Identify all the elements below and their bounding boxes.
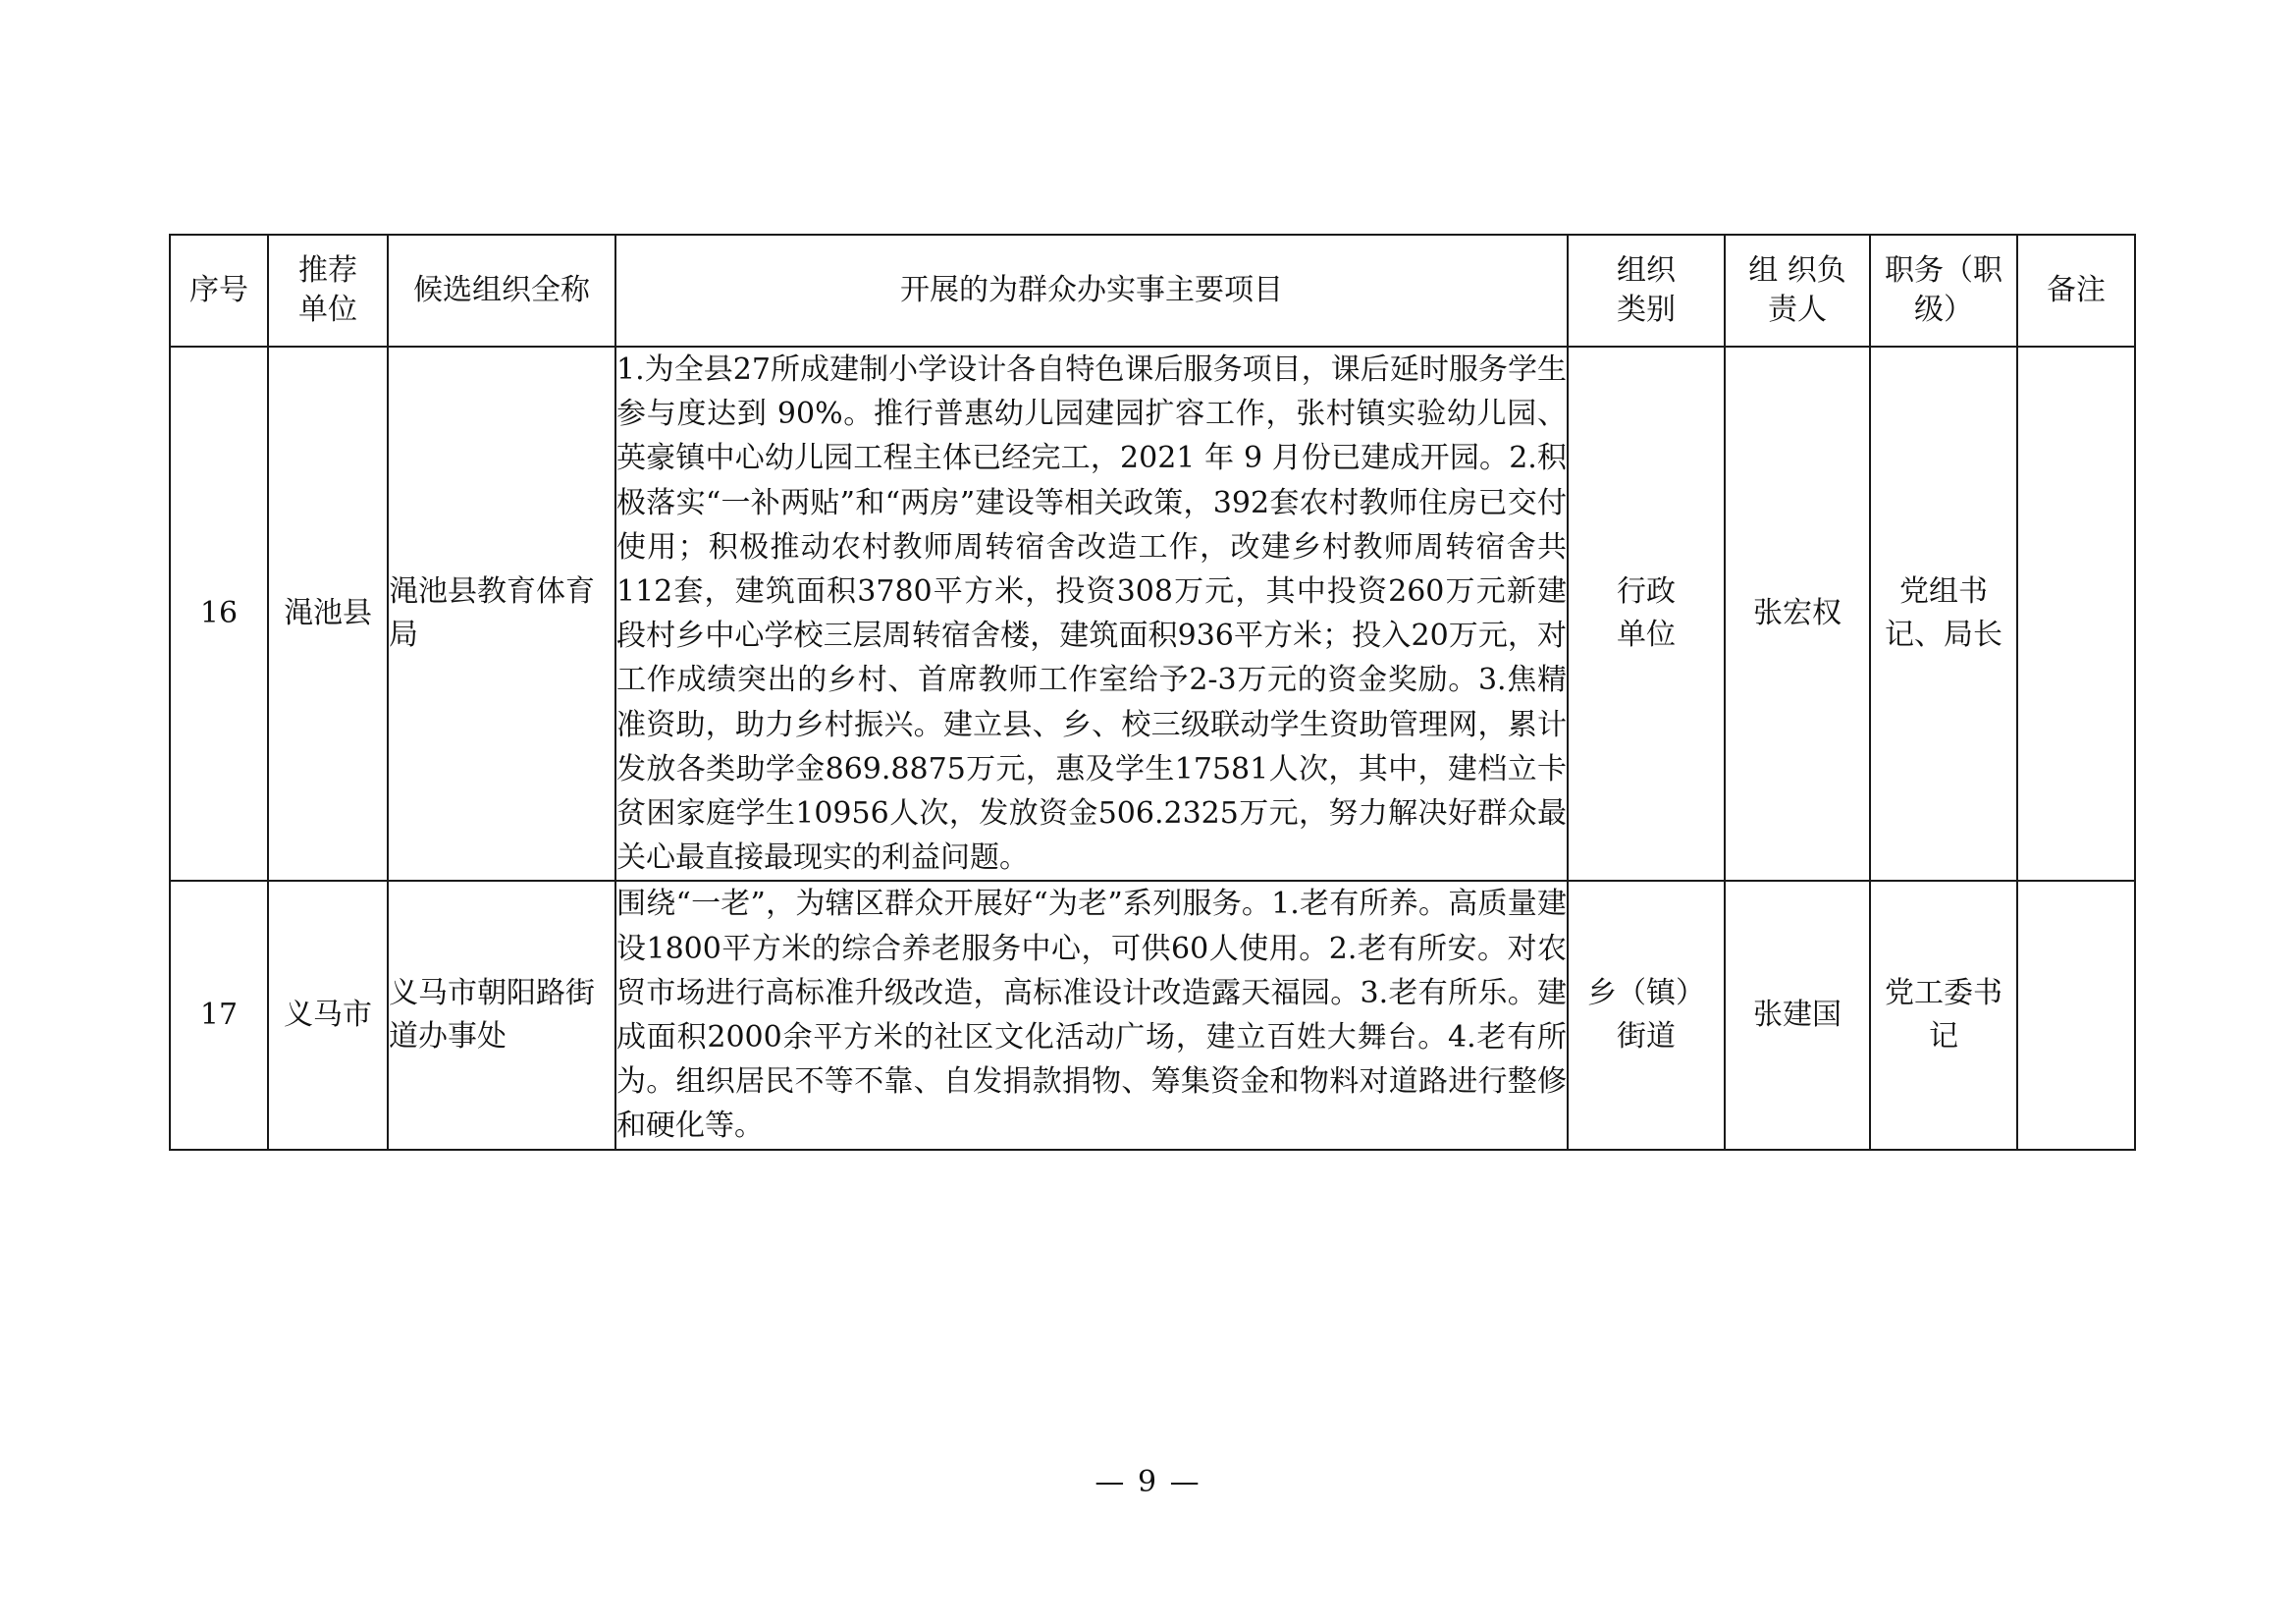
table-row xyxy=(170,347,2135,881)
cell-org-name: 义马市朝阳路街道办事处 xyxy=(388,881,615,1149)
cell-index: 16 xyxy=(170,347,268,881)
cell-remarks xyxy=(2017,881,2135,1149)
table-row xyxy=(170,881,2135,1149)
cell-leader: 张宏权 xyxy=(1725,347,1870,881)
cell-leader: 张建国 xyxy=(1725,881,1870,1149)
candidate-table xyxy=(169,234,2136,1151)
cell-remarks xyxy=(2017,347,2135,881)
header-position: 职务（职级） xyxy=(1870,235,2017,347)
cell-index: 17 xyxy=(170,881,268,1149)
header-recommender: 推荐单位 xyxy=(268,235,388,347)
header-org-name: 候选组织全称 xyxy=(388,235,615,347)
cell-position: 党工委书记 xyxy=(1870,881,2017,1149)
cell-recommender: 渑池县 xyxy=(268,347,388,881)
cell-org-type: 乡（镇）街道 xyxy=(1568,881,1725,1149)
header-index: 序号 xyxy=(170,235,268,347)
header-projects: 开展的为群众办实事主要项目 xyxy=(615,235,1568,347)
cell-projects: 1.为全县27所成建制小学设计各自特色课后服务项目，课后延时服务学生参与度达到 90%。推行普惠幼儿园建园扩容工作，张村镇实验幼儿园、英豪镇中心幼儿园工程主体已经完工，2021 年 9 月份已建成开园。2.积极落实“一补两贴”和“两房”建设等相关政策，392套农村教师住房已交付使用；积极推动农村教师周转宿舍改造工作，改建乡村教师周转宿舍共112套，建筑面积3780平方米，投资308万元，其中投资260万元新建段村乡中心学校三层周转宿舍楼，建筑面积936平方米；投入20万元，对工作成绩突出的乡村、首席教师工作室给予2-3万元的资金奖励。3.焦精准资助，助力乡村振兴。建立县、乡、校三级联动学生资助管理网，累计发放各类助学金869.8875万元，惠及学生17581人次，其中，建档立卡贫困家庭学生10956人次，发放资金506.2325万元，努力解决好群众最关心最直接最现实的利益问题。 xyxy=(615,347,1568,881)
page-number: — 9 — xyxy=(1095,1465,1201,1499)
cell-position: 党组书记、局长 xyxy=(1870,347,2017,881)
header-remarks: 备注 xyxy=(2017,235,2135,347)
table-header-row xyxy=(170,235,2135,347)
header-org-type: 组织类别 xyxy=(1568,235,1725,347)
cell-org-type: 行政单位 xyxy=(1568,347,1725,881)
cell-projects: 围绕“一老”，为辖区群众开展好“为老”系列服务。1.老有所养。高质量建设1800平方米的综合养老服务中心，可供60人使用。2.老有所安。对农贸市场进行高标准升级改造，高标准设计改造露天福园。3.老有所乐。建成面积2000余平方米的社区文化活动广场，建立百姓大舞台。4.老有所为。组织居民不等不靠、自发捐款捐物、筹集资金和物料对道路进行整修和硬化等。 xyxy=(615,881,1568,1149)
header-leader: 组 织负责人 xyxy=(1725,235,1870,347)
cell-recommender: 义马市 xyxy=(268,881,388,1149)
cell-org-name: 渑池县教育体育局 xyxy=(388,347,615,881)
